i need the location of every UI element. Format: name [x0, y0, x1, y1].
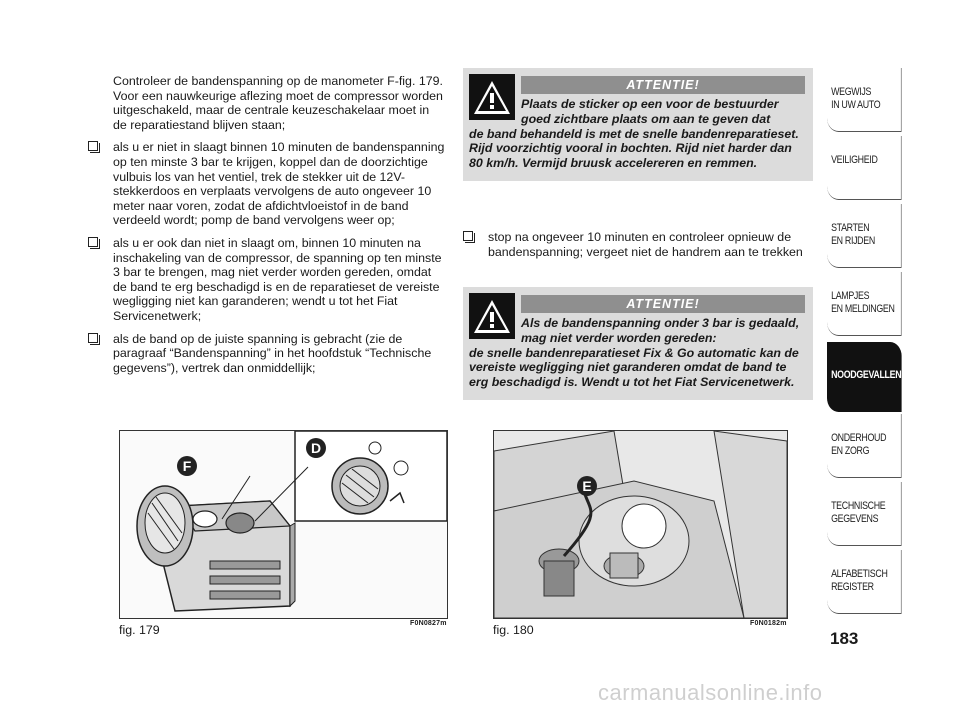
- warning-text: Plaats de sticker op een voor de bestuurder goed zichtbare plaats om aan te geven dat de band behandeld is met de snelle bandenreparatieset. Rijd voorzichtig vooral in bochten. Rijd niet harder dan 80 km/h. Vermijd bruusk accelereren en remmen.: [469, 97, 799, 171]
- left-column: [88, 74, 446, 383]
- checkbox-bullet-icon: [88, 333, 98, 343]
- figure-label: fig. 179: [119, 623, 160, 637]
- figure-180-socket: [493, 430, 788, 619]
- page-number: 183: [830, 629, 859, 648]
- tab-technische[interactable]: TECHNISCHE GEGEVENS: [827, 482, 902, 546]
- warning-text: Als de bandenspanning onder 3 bar is gedaald, mag niet verder worden gereden: de snelle bandenreparatieset Fix & Go automatic kan de vereiste wegligging niet garanderen omdat de band te erg beschadigd is. Wendt u tot het Fiat Servicenetwerk.: [469, 316, 800, 390]
- checkbox-bullet-icon: [463, 231, 473, 241]
- tab-alfabetisch[interactable]: ALFABETISCH REGISTER: [827, 550, 902, 614]
- figure-label: fig. 180: [493, 623, 534, 637]
- checkbox-bullet-icon: [88, 141, 98, 151]
- tab-onderhoud[interactable]: ONDERHOUD EN ZORG: [827, 414, 902, 478]
- callout-f: F: [182, 458, 192, 474]
- tab-starten[interactable]: STARTEN EN RIJDEN: [827, 204, 902, 268]
- figure-code: F0N0827m: [410, 620, 447, 627]
- callout-d: D: [310, 440, 322, 456]
- list-item: als u er niet in slaagt binnen 10 minuten de bandenspanning op ten minste 3 bar te krijgen, koppel dan de doorzichtige vulbuis los van het ventiel, trek de stekker uit de 12V-stekkerdoos en verplaats vervolgens de auto ongeveer 10 meter naar voren, zodat de afdichtvloeistof in de band verdeeld wordt; pomp de band vervolgens weer op;: [88, 140, 446, 228]
- compressor-illustration: [120, 431, 447, 618]
- intro-paragraph: Controleer de bandenspanning op de manometer F-fig. 179. Voor een nauwkeurige aflezing moet de compressor worden uitgeschakeld, maar de centrale keuzeschakelaar moet in de reparatiestand blijven staan;: [113, 74, 443, 132]
- figure-code: F0N0182m: [750, 620, 787, 627]
- figure-179-compressor: [119, 430, 448, 619]
- callout-e: E: [582, 478, 592, 494]
- warning-box-sticker: [463, 68, 813, 181]
- middle-list: [463, 230, 813, 267]
- list-item: als u er ook dan niet in slaagt om, binnen 10 minuten na inschakeling van de compressor, de spanning op ten minste 3 bar te brengen, mag niet verder worden gereden, omdat de band te erg beschadigd is en de reparatieset de vereiste wegligging niet kan garanderen; wendt u tot het Fiat Servicenetwerk;: [88, 236, 446, 324]
- tab-wegwijs[interactable]: WEGWIJS IN UW AUTO: [827, 68, 902, 132]
- warning-title: ATTENTIE!: [521, 295, 805, 313]
- list-item: als de band op de juiste spanning is gebracht (zie de paragraaf “Bandenspanning” in het hoofdstuk “Technische gegevens”), vertrek dan onmiddellijk;: [88, 332, 446, 376]
- tab-veiligheid[interactable]: VEILIGHEID: [827, 136, 902, 200]
- warning-box-pressure: [463, 287, 813, 400]
- socket-illustration: [494, 431, 787, 618]
- tab-lampjes[interactable]: LAMPJES EN MELDINGEN: [827, 272, 902, 336]
- watermark: carmanualsonline.info: [598, 680, 823, 705]
- warning-triangle-icon: [469, 74, 515, 120]
- warning-title: ATTENTIE!: [521, 76, 805, 94]
- checkbox-bullet-icon: [88, 237, 98, 247]
- tab-noodgevallen[interactable]: NOODGEVALLEN: [827, 342, 902, 412]
- list-item: stop na ongeveer 10 minuten en controleer opnieuw de bandenspanning; vergeet niet de handrem aan te trekken: [463, 230, 813, 259]
- warning-triangle-icon: [469, 293, 515, 339]
